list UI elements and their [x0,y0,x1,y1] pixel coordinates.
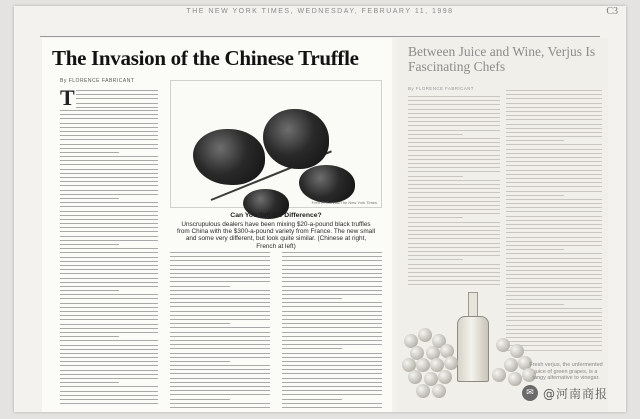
truffle-article [42,38,392,412]
text-line [60,357,158,358]
text-line [282,336,382,337]
grape [418,328,432,342]
text-line [506,316,602,317]
text-line [170,365,270,366]
text-line [408,276,500,277]
text-line [60,190,158,191]
text-line [408,150,500,151]
drop-cap: T [60,85,75,110]
text-line [282,265,382,266]
text-line [408,104,500,105]
text-line [282,260,382,261]
text-line [170,369,270,370]
text-line [408,184,500,185]
photo-caption: Unscrupulous dealers have been mixing $20-a-pound black truffles from China with the $300-a-pound variety from France. The new small and some very different, but look quite similar. (Chinese at right, French at left) [176,221,376,250]
text-line [506,224,602,225]
text-line [170,390,270,391]
text-line [60,177,158,178]
text-line [506,140,564,141]
text-line [408,213,500,214]
text-line [506,245,602,246]
text-line [60,391,158,392]
text-line [506,136,602,137]
text-line [408,134,463,135]
text-line [408,234,500,235]
text-line [506,90,602,91]
text-column-1-lower [60,110,158,407]
wine-bottle-illustration [454,292,492,382]
text-line [506,312,602,313]
text-line [60,248,158,249]
text-line [408,230,500,231]
text-line [408,251,500,252]
grape [438,370,452,384]
text-line [506,329,602,330]
text-line [60,164,158,165]
text-line [506,157,602,158]
text-line [506,203,602,204]
text-line [60,123,158,124]
text-line [506,124,602,125]
text-line [408,159,500,160]
text-line [60,244,119,245]
text-line [282,327,382,328]
text-line [60,206,158,207]
text-line [170,382,270,383]
photo-caption-title: Can You Tell the Difference? [230,212,322,219]
truffle-small-right [299,165,355,203]
text-line [506,283,602,284]
text-line [60,324,158,325]
text-line [170,306,270,307]
text-column-2 [506,90,602,354]
text-line [60,386,158,387]
text-line [60,353,158,354]
text-line [60,298,158,299]
text-line [60,365,158,366]
text-line [170,281,270,282]
text-line [282,382,382,383]
text-line [170,273,270,274]
text-line [506,165,602,166]
text-line [76,98,158,99]
text-line [282,269,382,270]
text-line [76,94,158,95]
text-line [506,149,602,150]
text-line [506,278,602,279]
text-line [60,315,158,316]
text-line [506,262,602,263]
text-line [506,299,602,300]
text-line [76,103,158,104]
illustration-caption: Fresh verjus, the unfermented juice of green grapes, is a tangy alternative to vinegar. [529,362,603,382]
article-byline: By FLORENCE FABRICANT [408,86,474,91]
text-line [170,403,270,404]
text-line [506,216,602,217]
text-line [60,198,119,199]
text-line [60,219,158,220]
text-line [282,344,382,345]
text-line [170,344,270,345]
text-line [408,113,500,114]
text-line [170,407,270,408]
text-line [282,403,382,404]
text-line [408,209,500,210]
text-line [506,249,564,250]
text-line [60,349,158,350]
text-line [506,98,602,99]
text-line [60,156,158,157]
text-line [506,325,602,326]
text-line [60,181,158,182]
text-line [506,333,602,334]
text-line [408,96,500,97]
text-line [506,211,602,212]
text-line [282,294,382,295]
text-line [170,394,270,395]
text-line [170,340,270,341]
text-line [170,319,270,320]
text-line [170,353,270,354]
text-line [506,170,602,171]
text-line [60,319,158,320]
text-line [506,103,602,104]
text-line [170,332,270,333]
text-line [408,176,463,177]
text-line [408,146,500,147]
photo-credit: Fred R. Conrad/The New York Times [311,200,377,205]
text-line [170,277,270,278]
text-line [506,115,602,116]
text-line [60,236,158,237]
text-line [408,142,500,143]
text-line [170,348,270,349]
running-head: THE NEW YORK TIMES, WEDNESDAY, FEBRUARY 11, 1998 [186,8,454,15]
text-line [408,163,500,164]
watermark-text: @河南商报 [542,386,608,401]
text-line [506,304,564,305]
text-line [506,287,602,288]
text-line [506,258,602,259]
text-line [60,382,119,383]
text-line [282,357,382,358]
text-line [76,107,158,108]
text-line [170,269,270,270]
article-byline: By FLORENCE FABRICANT [60,78,135,84]
text-line [60,345,158,346]
text-line [506,207,602,208]
text-line [506,132,602,133]
text-line [282,306,382,307]
text-line [506,178,602,179]
text-line [282,302,382,303]
text-line [408,138,500,139]
text-line [506,191,602,192]
text-line [506,341,602,342]
article-headline: Between Juice and Wine, Verjus Is Fascinating Chefs [408,44,596,74]
text-line [60,211,158,212]
truffle-photo [170,80,382,208]
text-line [60,185,158,186]
text-column-1 [408,96,500,289]
text-line [506,111,602,112]
grape [432,384,446,398]
text-line [506,253,602,254]
text-line [282,369,382,370]
text-line [60,252,158,253]
text-line [506,94,602,95]
text-line [60,139,158,140]
text-line [506,270,602,271]
grape [416,384,430,398]
text-line [60,286,158,287]
text-line [60,131,158,132]
text-line [170,399,230,400]
text-line [282,394,382,395]
text-line [60,370,158,371]
verjus-article [396,38,608,412]
text-line [506,144,602,145]
grape [492,368,506,382]
text-line [408,264,500,265]
text-line [408,125,500,126]
text-line [408,192,500,193]
text-line [506,186,602,187]
text-line [60,403,158,404]
text-line [282,390,382,391]
text-line [60,240,158,241]
text-line [60,152,119,153]
text-line [170,311,270,312]
text-line [60,160,158,161]
text-line [60,399,158,400]
text-line [170,378,270,379]
text-line [282,290,382,291]
text-line [282,286,382,287]
text-line [408,155,500,156]
text-line [60,144,158,145]
text-line [408,226,500,227]
text-line [282,323,382,324]
truffle-large-left [193,129,265,185]
text-line [282,273,382,274]
text-line [60,148,158,149]
text-line [60,361,158,362]
text-line [506,153,602,154]
text-line [60,340,158,341]
text-line [60,261,158,262]
text-line [408,167,500,168]
text-line [170,294,270,295]
text-line [76,90,158,91]
text-line [408,255,500,256]
text-line [282,365,382,366]
text-line [506,174,602,175]
text-line [282,311,382,312]
text-line [506,274,602,275]
text-line [506,241,602,242]
text-line [408,100,500,101]
text-line [408,259,463,260]
header-rule [40,36,600,37]
text-line [170,373,270,374]
text-line [60,269,158,270]
text-line [506,337,602,338]
text-line [60,311,158,312]
grape [408,370,422,384]
news-app-icon: ✉ [522,385,538,401]
text-line [60,282,158,283]
text-line [408,130,500,131]
text-line [60,328,158,329]
text-line [408,272,500,273]
text-line [506,228,602,229]
text-line [506,195,564,196]
text-line [408,205,500,206]
text-line [408,121,500,122]
text-line [170,252,270,253]
text-line [282,332,382,333]
text-line [506,266,602,267]
text-line [408,197,500,198]
text-line [60,336,119,337]
text-line [408,180,500,181]
text-line [506,320,602,321]
text-line [60,307,158,308]
text-line [60,173,158,174]
truffle-large-right [263,109,329,169]
text-line [60,118,158,119]
text-line [282,252,382,253]
grape [504,358,518,372]
page-number: C3 [606,6,618,17]
text-line [408,280,500,281]
text-line [282,340,382,341]
grape [444,356,458,370]
text-line [506,161,602,162]
text-line [60,395,158,396]
text-line [170,298,270,299]
text-line [282,256,382,257]
text-line [282,281,382,282]
text-line [506,308,602,309]
text-line [60,374,158,375]
newspaper-page [14,6,626,412]
text-line [282,399,342,400]
text-line [282,353,382,354]
text-line [170,290,270,291]
text-line [170,323,230,324]
text-line [282,298,342,299]
text-line [282,315,382,316]
text-line [408,109,500,110]
text-line [506,107,602,108]
text-line [60,278,158,279]
text-line [408,222,500,223]
text-line [282,373,382,374]
text-column-3 [282,252,382,411]
text-line [282,348,342,349]
text-line [282,361,382,362]
text-line [60,215,158,216]
text-line [408,188,500,189]
text-line [170,265,270,266]
text-line [60,114,158,115]
text-line [60,290,119,291]
text-line [170,361,230,362]
text-line [60,223,158,224]
text-line [60,227,158,228]
text-line [170,260,270,261]
text-line [60,202,158,203]
text-line [506,295,602,296]
article-headline: The Invasion of the Chinese Truffle [52,46,359,70]
text-line [60,265,158,266]
text-line [60,135,158,136]
text-line [60,332,158,333]
text-line [282,277,382,278]
text-line [170,327,270,328]
text-column-2 [170,252,270,411]
text-line [60,127,158,128]
text-line [408,217,463,218]
text-line [170,256,270,257]
text-line [408,268,500,269]
text-line [506,232,602,233]
text-line [408,247,500,248]
text-line [60,194,158,195]
text-line [408,117,500,118]
text-line [60,378,158,379]
text-line [506,119,602,120]
text-line [60,231,158,232]
watermark [514,382,616,404]
text-line [408,171,500,172]
text-line [282,319,382,320]
text-line [506,182,602,183]
text-line [170,315,270,316]
text-line [506,237,602,238]
text-line [408,284,500,285]
text-line [170,386,270,387]
text-line [60,273,158,274]
text-column-1 [76,90,158,111]
text-line [60,169,158,170]
text-line [170,357,270,358]
text-line [506,220,602,221]
text-line [170,336,270,337]
text-line [408,201,500,202]
text-line [506,291,602,292]
text-line [60,110,158,111]
text-line [408,238,500,239]
text-line [282,386,382,387]
text-line [60,303,158,304]
text-line [506,128,602,129]
text-line [282,378,382,379]
text-line [282,407,382,408]
text-line [408,243,500,244]
text-line [170,302,270,303]
text-line [60,294,158,295]
text-line [170,286,230,287]
text-line [506,199,602,200]
text-line [60,257,158,258]
grape [496,338,510,352]
